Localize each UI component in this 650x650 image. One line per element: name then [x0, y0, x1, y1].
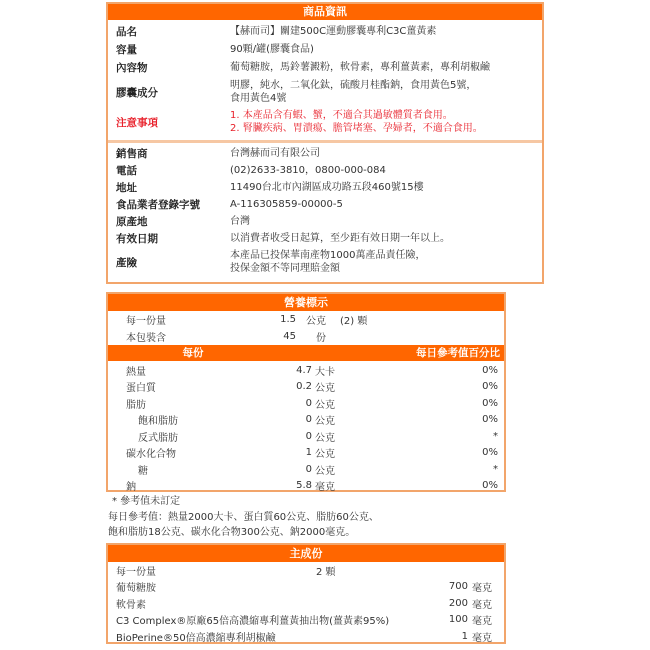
info-row-registration: 食品業者登錄字號 A-116305859-00000-5 [116, 199, 343, 211]
product-info-panel [106, 2, 544, 284]
nutrient-row: 脂肪 0 公克 0% [126, 397, 498, 411]
info-row-seller: 銷售商 台灣赫而司有限公司 [116, 148, 320, 160]
servings-per-pack-row: 本包裝含 45 份 [126, 331, 326, 344]
product-info-header: 商品資訊 [108, 4, 542, 20]
footnote: * 參考值未訂定 [112, 496, 181, 507]
info-row-insurance: 產險 本產品已投保華南產物1000萬產品責任險， 投保金額不等同理賠金額 [116, 250, 426, 274]
info-row-address: 地址 11490台北市內湖區成功路五段460號15樓 [116, 182, 424, 194]
info-row-expiry: 有效日期 以消費者收受日起算，至少距有效日期一年以上。 [116, 233, 450, 245]
info-row-name: 品名 【赫而司】關建500C運動膠囊專利C3C薑黃素 [116, 25, 437, 38]
nutrition-header: 營養標示 [108, 294, 504, 311]
nutrient-row: 鈉 5.8 毫克 0% [126, 480, 498, 494]
main-ingredients-panel [106, 543, 506, 644]
info-row-contents: 內容物 葡萄糖胺，馬鈴薯澱粉，軟骨素，專利薑黃素，專利胡椒鹼 [116, 62, 490, 74]
nutrition-panel [106, 292, 506, 492]
daily-reference-line: 每日參考值：熱量2000大卡、蛋白質60公克、脂肪60公克、 [108, 511, 379, 523]
nutrition-notes [108, 494, 508, 541]
ingredient-serving-row: 每一份量 2 顆 [116, 566, 336, 578]
product-name: 【赫而司】關建500C運動膠囊專利C3C薑黃素 [230, 25, 437, 37]
nutrient-row: 飽和脂肪 0 公克 0% [138, 414, 498, 428]
nutrition-column-header: 每份 每日參考值百分比 [108, 345, 504, 361]
ingredient-row: BioPerine®50倍高濃縮專利胡椒鹼 1 毫克 [116, 630, 492, 644]
main-ingredients-header: 主成份 [108, 545, 504, 562]
info-row-origin: 原產地 台灣 [116, 216, 250, 228]
ingredient-row: 葡萄糖胺 700 毫克 [116, 581, 492, 595]
info-row-capsule: 膠囊成分 明膠，純水，二氧化鈦，硫酸月桂酯鈉，食用黃色5號， 食用黃色4號 [116, 80, 477, 104]
ingredient-row: 軟骨素 200 毫克 [116, 597, 492, 611]
serving-size-row: 每一份量 1.5 公克 (2) 顆 [126, 314, 368, 327]
section-divider [108, 140, 542, 143]
nutrient-row: 碳水化合物 1 公克 0% [126, 447, 498, 461]
ingredient-row: C3 Complex®原廠65倍高濃縮專利薑黃抽出物(薑黃素95%) 100 毫克 [116, 614, 492, 628]
nutrient-row: 蛋白質 0.2 公克 0% [126, 381, 498, 395]
nutrient-row: 糖 0 公克 * [138, 463, 498, 477]
info-row-warnings: 注意事項 1. 本產品含有蝦、蟹，不適合其過敏體質者食用。 2. 腎臟疾病、胃潰瘍、膽管堵塞、孕婦者，不適合食用。 [116, 110, 483, 134]
info-row-capacity: 容量 90顆/罐(膠囊食品) [116, 43, 314, 56]
nutrient-row: 熱量 4.7 大卡 0% [126, 364, 498, 378]
nutrient-row: 反式脂肪 0 公克 * [138, 430, 498, 444]
daily-reference-line: 飽和脂肪18公克、碳水化合物300公克、鈉2000毫克。 [108, 527, 356, 538]
info-row-phone: 電話 (02)2633-3810，0800-000-084 [116, 165, 386, 177]
